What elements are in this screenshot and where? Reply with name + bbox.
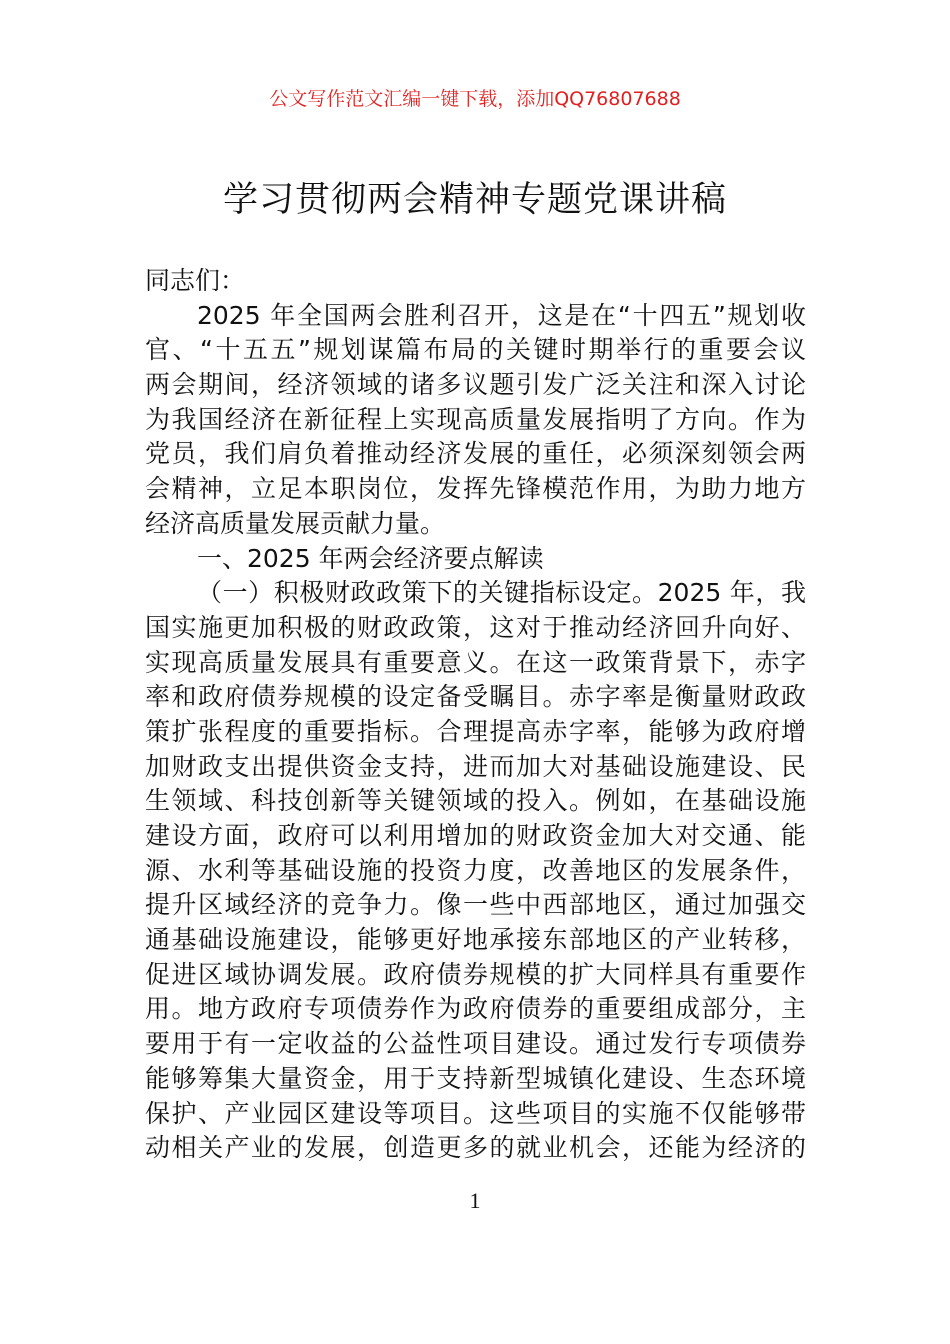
text-line: 经济高质量发展贡献力量。	[145, 508, 446, 538]
text-line: 实现高质量发展具有重要意义。在这一政策背景下，赤字	[145, 647, 806, 677]
text-line: 生领域、科技创新等关键领域的投入。例如，在基础设施	[145, 786, 806, 816]
text-line: 加财政支出提供资金支持，进而加大对基础设施建设、民	[145, 751, 806, 781]
text-line: 党员，我们肩负着推动经济发展的重任，必须深刻领会两	[145, 439, 806, 469]
text-line: 两会期间，经济领域的诸多议题引发广泛关注和深入讨论	[145, 370, 806, 400]
download-notice: 公文写作范文汇编一键下载，添加QQ76807688	[269, 88, 681, 110]
text-line: 源、水利等基础设施的投资力度，改善地区的发展条件，	[145, 855, 806, 885]
text-line: 动相关产业的发展，创造更多的就业机会，还能为经济的	[145, 1133, 806, 1163]
text-line: 保护、产业园区建设等项目。这些项目的实施不仅能够带	[145, 1098, 806, 1128]
text-line: 国实施更加积极的财政政策，这对于推动经济回升向好、	[145, 612, 806, 642]
text-line: （一）积极财政政策下的关键指标设定。2025 年，我	[197, 578, 806, 608]
text-line: 策扩张程度的重要指标。合理提高赤字率，能够为政府增	[145, 716, 806, 746]
text-line: 要用于有一定收益的公益性项目建设。通过发行专项债券	[145, 1029, 806, 1059]
text-line: 提升区域经济的竞争力。像一些中西部地区，通过加强交	[145, 890, 806, 920]
text-line: 官、“十五五”规划谋篇布局的关键时期举行的重要会议	[145, 335, 806, 365]
text-line: 通基础设施建设，能够更好地承接东部地区的产业转移，	[145, 925, 806, 955]
section-heading: 一、2025 年两会经济要点解读	[197, 543, 544, 573]
document-title: 学习贯彻两会精神专题党课讲稿	[222, 180, 727, 220]
text-line: 能够筹集大量资金，用于支持新型城镇化建设、生态环境	[145, 1063, 806, 1093]
text-line: 建设方面，政府可以利用增加的财政资金加大对交通、能	[145, 821, 806, 850]
text-line: 会精神，立足本职岗位，发挥先锋模范作用，为助力地方	[145, 474, 806, 504]
text-line: 2025 年全国两会胜利召开，这是在“十四五”规划收	[197, 300, 806, 330]
text-line: 促进区域协调发展。政府债券规模的扩大同样具有重要作	[145, 959, 806, 989]
text-line: 同志们：	[145, 266, 246, 295]
page-number: 1	[469, 1188, 481, 1213]
text-line: 为我国经济在新征程上实现高质量发展指明了方向。作为	[145, 404, 806, 434]
text-line: 率和政府债券规模的设定备受瞩目。赤字率是衡量财政政	[145, 682, 806, 712]
document-body	[145, 264, 806, 1166]
text-line: 用。地方政府专项债券作为政府债券的重要组成部分，主	[145, 994, 806, 1024]
